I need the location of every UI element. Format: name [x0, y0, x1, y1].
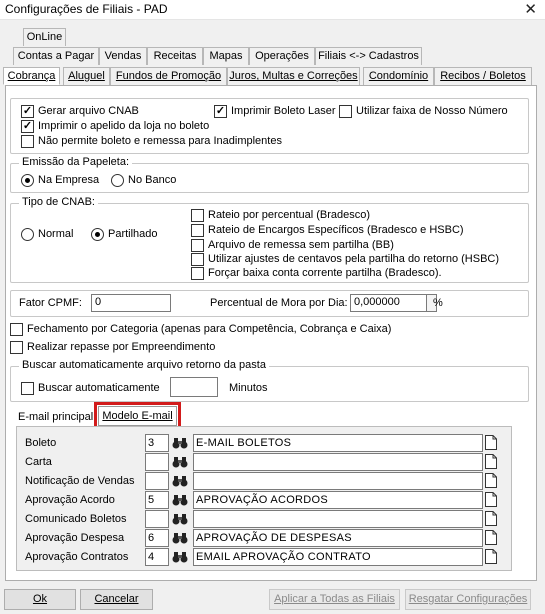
tab-cobranca[interactable]: Cobrança: [3, 67, 60, 85]
normal-label: Normal: [38, 228, 74, 240]
tab-online[interactable]: OnLine: [23, 28, 66, 46]
fechamento-label: Fechamento por Categoria (apenas para Competência, Cobrança e Caixa): [27, 323, 392, 335]
rateio-percentual-checkbox[interactable]: [191, 209, 204, 222]
imprimir-laser-label: Imprimir Boleto Laser: [231, 105, 336, 117]
gerar-cnab-label: Gerar arquivo CNAB: [38, 105, 139, 117]
document-icon[interactable]: [485, 530, 497, 545]
mora-field[interactable]: 0,000000: [350, 294, 427, 312]
cancelar-button[interactable]: Cancelar: [80, 589, 153, 610]
no-banco-radio[interactable]: [111, 174, 124, 187]
email-row-text: [193, 472, 483, 490]
fechamento-checkbox[interactable]: [10, 323, 23, 336]
email-row-num[interactable]: 3: [145, 434, 169, 452]
faixa-nosso-numero-label: Utilizar faixa de Nosso Número: [356, 105, 508, 117]
binoculars-icon[interactable]: [172, 454, 188, 470]
email-row-notificacao: [17, 472, 511, 491]
email-row-num[interactable]: [145, 510, 169, 528]
document-icon[interactable]: [485, 549, 497, 564]
email-row-label: Aprovação Contratos: [25, 551, 129, 563]
repasse-label: Realizar repasse por Empreendimento: [27, 341, 216, 353]
cpmf-group: [10, 290, 529, 317]
cnab-options-group: [10, 98, 529, 154]
minutos-field[interactable]: [170, 377, 218, 397]
tipo-cnab-title: Tipo de CNAB:: [19, 196, 98, 208]
binoculars-icon[interactable]: [172, 435, 188, 451]
repasse-checkbox[interactable]: [10, 341, 23, 354]
buscar-title: Buscar automaticamente arquivo retorno da pasta: [19, 359, 269, 371]
na-empresa-label: Na Empresa: [38, 174, 100, 186]
email-row-label: Aprovação Despesa: [25, 532, 125, 544]
tab-email-principal[interactable]: E-mail principal: [18, 411, 94, 423]
buscar-group: [10, 359, 529, 402]
email-row-text: E-MAIL BOLETOS: [193, 434, 483, 452]
tab-contas-a-pagar[interactable]: Contas a Pagar: [13, 47, 99, 65]
document-icon[interactable]: [485, 454, 497, 469]
title-bar: [0, 0, 545, 20]
email-row-label: Notificação de Vendas: [25, 475, 135, 487]
binoculars-icon[interactable]: [172, 492, 188, 508]
emissao-group: [10, 156, 529, 193]
email-model-panel: [16, 426, 512, 571]
faixa-nosso-numero-checkbox[interactable]: [339, 105, 352, 118]
buscar-auto-label: Buscar automaticamente: [38, 382, 160, 394]
email-row-aprovacao-contratos: [17, 548, 511, 567]
tab-modelo-email[interactable]: Modelo E-mail: [98, 406, 177, 426]
emissao-title: Emissão da Papeleta:: [19, 156, 132, 168]
na-empresa-radio[interactable]: [21, 174, 34, 187]
resgatar-button[interactable]: Resgatar Configurações: [405, 589, 531, 610]
mora-label: Percentual de Mora por Dia:: [210, 297, 348, 309]
tab-vendas[interactable]: Vendas: [99, 47, 147, 65]
partilhado-label: Partilhado: [108, 228, 158, 240]
email-row-label: Comunicado Boletos: [25, 513, 127, 525]
email-row-text: APROVAÇÃO ACORDOS: [193, 491, 483, 509]
email-row-aprovacao-acordo: [17, 491, 511, 510]
email-row-boleto: [17, 434, 511, 453]
aplicar-todas-button[interactable]: Aplicar a Todas as Filiais: [269, 589, 400, 610]
email-row-label: Aprovação Acordo: [25, 494, 115, 506]
gerar-cnab-checkbox[interactable]: ✓: [22, 105, 33, 117]
document-icon[interactable]: [485, 435, 497, 450]
email-row-num[interactable]: 4: [145, 548, 169, 566]
remessa-sem-partilha-label: Arquivo de remessa sem partilha (BB): [208, 239, 394, 251]
forcar-baixa-label: Forçar baixa conta corrente partilha (Bradesco).: [208, 267, 442, 279]
tab-juros-multas[interactable]: Juros, Multas e Correções: [227, 67, 360, 85]
apelido-loja-label: Imprimir o apelido da loja no boleto: [38, 120, 210, 132]
document-icon[interactable]: [485, 511, 497, 526]
normal-radio[interactable]: [21, 228, 34, 241]
forcar-baixa-checkbox[interactable]: [191, 267, 204, 280]
window-title: Configurações de Filiais - PAD: [5, 2, 168, 16]
email-row-text: [193, 453, 483, 471]
rateio-percentual-label: Rateio por percentual (Bradesco): [208, 209, 371, 221]
tab-condominio[interactable]: Condomínio: [363, 67, 434, 85]
email-row-aprovacao-despesa: [17, 529, 511, 548]
ajustes-centavos-checkbox[interactable]: [191, 253, 204, 266]
email-row-text: APROVAÇÃO DE DESPESAS: [193, 529, 483, 547]
ok-button[interactable]: Ok: [4, 589, 76, 610]
document-icon[interactable]: [485, 492, 497, 507]
tab-mapas[interactable]: Mapas: [203, 47, 249, 65]
rateio-encargos-label: Rateio de Encargos Específicos (Bradesco e HSBC): [208, 224, 464, 236]
binoculars-icon[interactable]: [172, 511, 188, 527]
tab-filiais-cadastros[interactable]: Filiais <-> Cadastros: [315, 47, 422, 65]
imprimir-laser-checkbox[interactable]: ✓: [215, 105, 226, 117]
email-row-num[interactable]: [145, 472, 169, 490]
email-row-num[interactable]: 5: [145, 491, 169, 509]
email-row-text: EMAIL APROVAÇÃO CONTRATO: [193, 548, 483, 566]
email-row-num[interactable]: [145, 453, 169, 471]
ajustes-centavos-label: Utilizar ajustes de centavos pela partilha do retorno (HSBC): [208, 253, 500, 265]
nao-permite-label: Não permite boleto e remessa para Inadimplentes: [38, 135, 282, 147]
no-banco-label: No Banco: [128, 174, 177, 186]
tipo-cnab-group: [10, 196, 529, 283]
tab-aluguel[interactable]: Aluguel: [63, 67, 110, 85]
email-row-num[interactable]: 6: [145, 529, 169, 547]
partilhado-radio[interactable]: [91, 228, 104, 241]
email-row-comunicado: [17, 510, 511, 529]
binoculars-icon[interactable]: [172, 473, 188, 489]
email-row-label: Carta: [25, 456, 52, 468]
remessa-sem-partilha-checkbox[interactable]: [191, 239, 204, 252]
minutos-label: Minutos: [229, 382, 268, 394]
document-icon[interactable]: [485, 473, 497, 488]
tab-receitas[interactable]: Receitas: [147, 47, 203, 65]
nao-permite-checkbox[interactable]: [21, 135, 34, 148]
binoculars-icon[interactable]: [172, 549, 188, 565]
tab-recibos-boletos[interactable]: Recibos / Boletos: [434, 67, 532, 85]
tab-fundos-promocao[interactable]: Fundos de Promoção: [110, 67, 227, 85]
binoculars-icon[interactable]: [172, 530, 188, 546]
apelido-loja-checkbox[interactable]: ✓: [22, 120, 33, 132]
close-icon[interactable]: ✕: [524, 1, 537, 18]
cpmf-label: Fator CPMF:: [19, 297, 82, 309]
percent-label: %: [433, 297, 443, 309]
cpmf-field[interactable]: 0: [91, 294, 171, 312]
buscar-auto-checkbox[interactable]: [21, 382, 34, 395]
email-row-carta: [17, 453, 511, 472]
email-row-text: [193, 510, 483, 528]
tab-operacoes[interactable]: Operações: [249, 47, 315, 65]
email-row-label: Boleto: [25, 437, 57, 449]
rateio-encargos-checkbox[interactable]: [191, 224, 204, 237]
